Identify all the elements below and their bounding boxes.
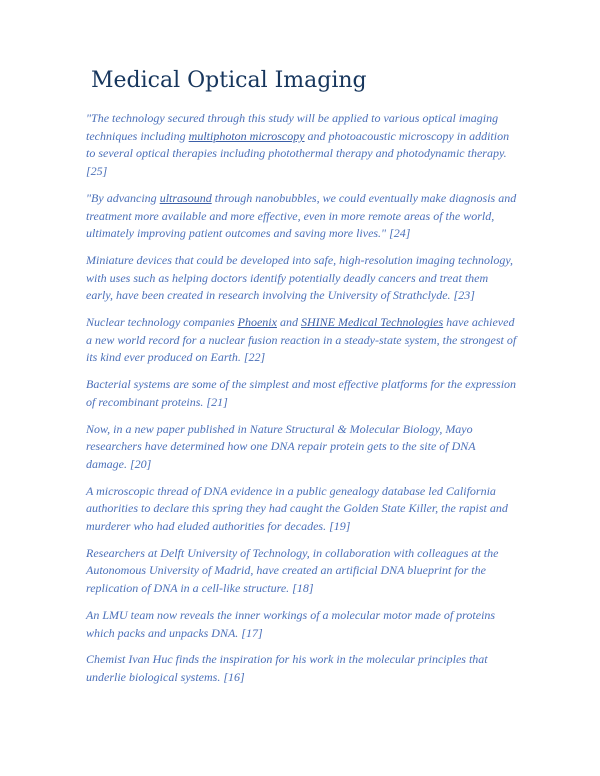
item-text: Nuclear technology companies xyxy=(86,315,238,330)
item-text: "By advancing xyxy=(86,190,160,205)
news-item-19: A microscopic thread of DNA evidence in a public genealogy database led California authorities to declare this spring they had caught the Golden State Killer, the rapist and murderer who had eluded authorities for decades. [19] xyxy=(86,483,508,534)
multiphoton-microscopy-link[interactable]: multiphoton microscopy xyxy=(188,128,305,143)
item-text: and photoacoustic microscopy in addition to several optical therapies including photothermal therapy and photodynamic therapy. [25] xyxy=(86,128,510,179)
item-text: and xyxy=(276,315,301,330)
news-item-25 xyxy=(86,110,518,181)
news-list xyxy=(86,110,518,696)
news-item-23: Miniature devices that could be developed into safe, high-resolution imaging technology, with uses such as helping doctors identify potentially deadly cancers and treat them early, have been created in research involving the University of Strathclyde. [23] xyxy=(86,252,514,303)
item-text: through nanobubbles, we could eventually make diagnosis and treatment more available and more effective, even in more remote areas of the world, ultimately improving patient outcomes and saving more lives." [24] xyxy=(86,190,517,241)
news-item-22 xyxy=(86,314,518,367)
news-item-20: Now, in a new paper published in Nature Structural & Molecular Biology, Mayo researchers have determined how one DNA repair protein gets to the site of DNA damage. [20] xyxy=(86,421,476,471)
shine-medical-technologies-link[interactable]: SHINE Medical Technologies xyxy=(300,315,444,330)
page-title: Medical Optical Imaging xyxy=(91,68,367,93)
news-item-24 xyxy=(86,190,518,243)
news-item-18: Researchers at Delft University of Technology, in collaboration with colleagues at the Autonomous University of Madrid, have created an artificial DNA blueprint for the replication of DNA in a cell-like structure. [18] xyxy=(86,545,499,596)
item-text: have achieved a new world record for a nuclear fusion reaction in a steady-state system, the strongest of its kind ever produced on Earth. [22] xyxy=(86,315,517,365)
ultrasound-link[interactable]: ultrasound xyxy=(159,190,212,205)
news-item-17: An LMU team now reveals the inner workings of a molecular motor made of proteins which packs and unpacks DNA. [17] xyxy=(86,607,496,640)
phoenix-link[interactable]: Phoenix xyxy=(237,315,277,330)
news-item-16: Chemist Ivan Huc finds the inspiration for his work in the molecular principles that underlie biological systems. [16] xyxy=(86,652,488,684)
news-item-21: Bacterial systems are some of the simplest and most effective platforms for the expression of recombinant proteins. [21] xyxy=(86,377,517,409)
item-text: "The technology secured through this study will be applied to various optical imaging techniques including xyxy=(86,111,499,143)
